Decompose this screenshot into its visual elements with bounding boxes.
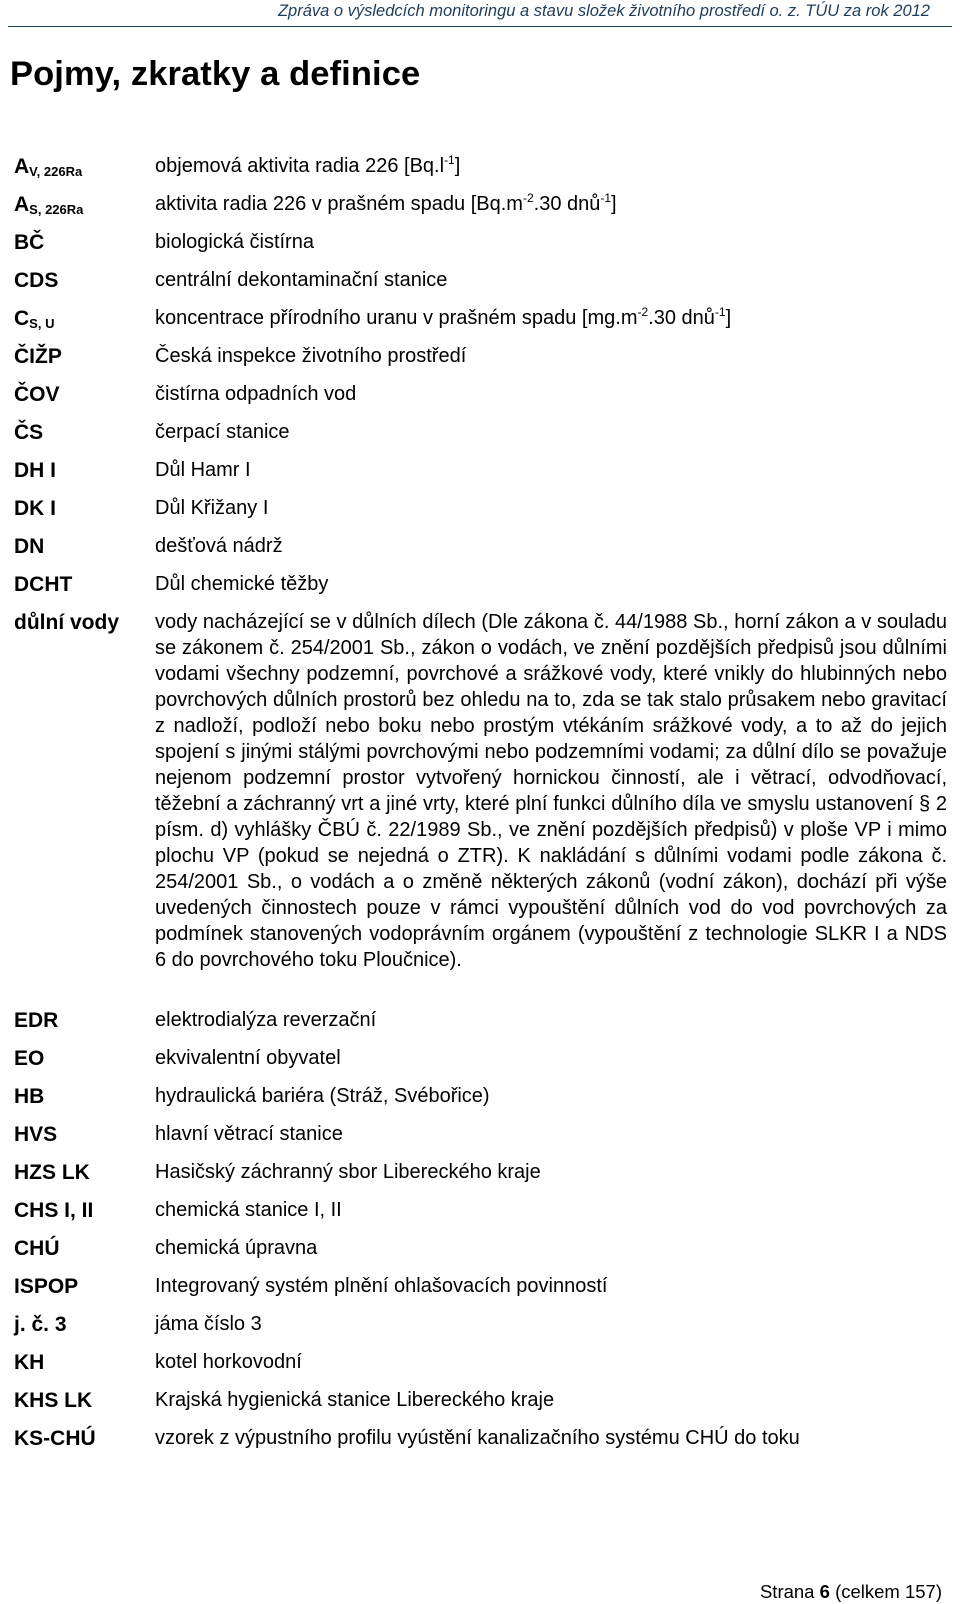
glossary-definition: Důl chemické těžby bbox=[155, 573, 329, 595]
glossary-term: DCHT bbox=[14, 573, 73, 596]
glossary-definition: čistírna odpadních vod bbox=[155, 383, 357, 405]
glossary-term: ČOV bbox=[14, 383, 60, 406]
glossary-definition: biologická čistírna bbox=[155, 231, 314, 253]
glossary-term: EO bbox=[14, 1047, 45, 1070]
glossary-definition: dešťová nádrž bbox=[155, 535, 283, 557]
glossary-term: HVS bbox=[14, 1123, 58, 1146]
glossary-term: KH bbox=[14, 1351, 45, 1374]
glossary-term: EDR bbox=[14, 1009, 59, 1032]
glossary-definition: hydraulická bariéra (Stráž, Svébořice) bbox=[155, 1085, 490, 1107]
glossary-definition: hlavní větrací stanice bbox=[155, 1123, 343, 1145]
glossary-term: $C_{S, U}$ bbox=[14, 307, 55, 331]
glossary-definition: elektrodialýza reverzační bbox=[155, 1009, 377, 1031]
glossary-term: ISPOP bbox=[14, 1275, 79, 1298]
glossary-term: DN bbox=[14, 535, 45, 558]
glossary-term: důlní vody bbox=[14, 611, 119, 634]
glossary-term: DK I bbox=[14, 497, 56, 520]
glossary-definition: koncentrace přírodního uranu v prašném spadu [$mg.m^{-2}.30$ dnů$^{-1}$] bbox=[155, 305, 732, 329]
page-total: (celkem 157) bbox=[835, 1581, 942, 1602]
glossary-definition: Česká inspekce životního prostředí bbox=[155, 345, 467, 367]
glossary-definition: aktivita radia 226 v prašném spadu [$Bq.m^{-2}.30$ dnů$^{-1}$] bbox=[155, 191, 617, 215]
glossary-definition: Důl Hamr I bbox=[155, 459, 251, 481]
header-rule bbox=[8, 26, 952, 27]
glossary-term: CHÚ bbox=[14, 1237, 60, 1260]
glossary-definition: Krajská hygienická stanice Libereckého kraje bbox=[155, 1389, 555, 1411]
glossary-term: KS-CHÚ bbox=[14, 1427, 96, 1450]
glossary-definition: chemická úpravna bbox=[155, 1237, 318, 1259]
glossary-term: $A_{S, 226Ra}$ bbox=[14, 193, 84, 217]
glossary-term: CHS I, II bbox=[14, 1199, 94, 1222]
glossary-term: HB bbox=[14, 1085, 45, 1108]
glossary-term: CDS bbox=[14, 269, 59, 292]
glossary-definition: čerpací stanice bbox=[155, 421, 290, 443]
glossary-definition: vzorek z výpustního profilu vyústění kanalizačního systému CHÚ do toku bbox=[155, 1427, 800, 1449]
glossary-term: ČIŽP bbox=[14, 345, 62, 368]
glossary-definition: vody nacházející se v důlních dílech (Dle zákona č. 44/1988 Sb., horní zákon a v souladu se zákonem č. 254/2001 Sb., zákon o vodách, ve znění pozdějších předpisů jsou důlními vodami všechny podzemní, povrchové a srážkové vody, které vnikly do hlubinných nebo povrchových důlních prostorů bez ohledu na to, zda se tak stalo průsakem nebo gravitací z nadloží, podloží nebo boku nebo prostým vtékáním srážkové vody, a to až do jejich spojení s jinými stálými povrchovými nebo podzemními vodami; za důlní dílo se považuje nejenom podzemní prostor vytvořený hornickou činností, ale i větrací, odvodňovací, těžební a záchranný vrt a jiné vrty, které plní funkci důlního díla ve smyslu ustanovení § 2 písm. d) vyhlášky ČBÚ č. 22/1989 Sb., ve znění pozdějších předpisů) v ploše VP i mimo plochu VP (pokud se nejedná o ZTR). K nakládání s důlními vodami podle zákona č. 254/2001 Sb., o vodách a o změně některých zákonů (vodní zákon), dochází při výše uvedených činnostech pouze v rámci vypouštění důlních vod do vod povrchových za podmínek stanovených vodoprávním orgánem (vypouštění z technologie SLKR I a NDS 6 do povrchového toku Ploučnice). bbox=[155, 611, 947, 971]
glossary-definition: Důl Křižany I bbox=[155, 497, 269, 519]
glossary-term: $A_{V, 226Ra}$ bbox=[14, 155, 83, 179]
glossary-term: BČ bbox=[14, 231, 45, 254]
glossary-term: ČS bbox=[14, 421, 44, 444]
glossary-term: HZS LK bbox=[14, 1161, 90, 1184]
glossary-definition: Integrovaný systém plnění ohlašovacích povinností bbox=[155, 1275, 608, 1297]
page-number: 6 bbox=[819, 1581, 830, 1602]
glossary-definition: jáma číslo 3 bbox=[155, 1313, 262, 1335]
glossary-definition: Hasičský záchranný sbor Libereckého kraje bbox=[155, 1161, 541, 1183]
glossary-definition: objemová aktivita radia 226 $[Bq.l^{-1}]$ bbox=[155, 153, 461, 177]
glossary-definition: centrální dekontaminační stanice bbox=[155, 269, 448, 291]
glossary-definition: kotel horkovodní bbox=[155, 1351, 302, 1373]
glossary-term: DH I bbox=[14, 459, 56, 482]
glossary-definition: chemická stanice I, II bbox=[155, 1199, 342, 1221]
page-title: Pojmy, zkratky a definice bbox=[10, 55, 421, 93]
glossary-term: j. č. 3 bbox=[14, 1313, 67, 1336]
page-footer bbox=[760, 1581, 942, 1603]
glossary-term: KHS LK bbox=[14, 1389, 93, 1412]
page-label: Strana bbox=[759, 1581, 815, 1602]
glossary-definition: ekvivalentní obyvatel bbox=[155, 1047, 341, 1069]
page-header: Zpráva o výsledcích monitoringu a stavu složek životního prostředí o. z. TÚU za rok 2012 bbox=[277, 2, 930, 20]
